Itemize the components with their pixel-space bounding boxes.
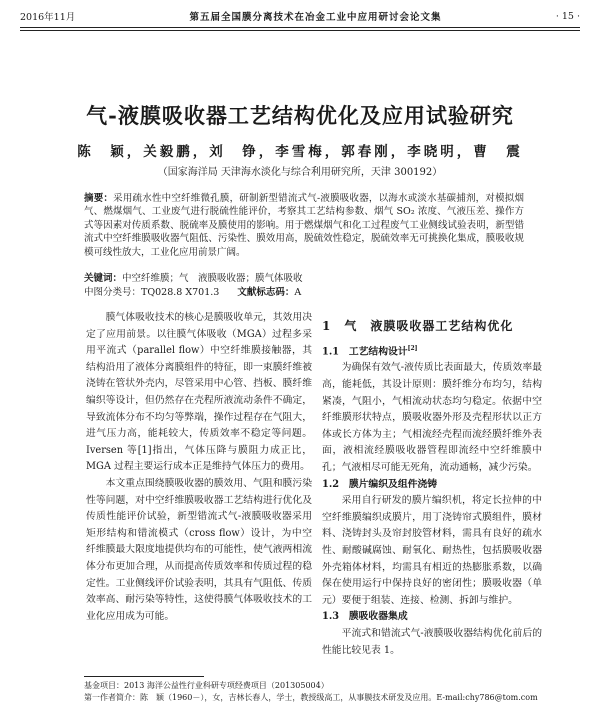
- body-paragraph: 为确保有效气-液传质比表面最大，传质效率最高，能耗低，其设计原则：膜纤维分布均匀，结构紧凑，气阻小，气相流动状态均匀稳定。依据中空纤维膜形状特点，膜吸收器外形及壳程形状以正方体或长方体为主；气相流经壳程而流经膜纤维外表面，液相流经膜吸收器管程即流经中空纤维膜中孔；气液相尽可能无死角，流动通畅，减少污染。: [322, 362, 542, 474]
- footnote-rule: [84, 676, 204, 677]
- affiliation: （国家海洋局 天津海水淡化与综合利用研究所，天津 300192）: [157, 167, 443, 178]
- clc-number: 中图分类号：TQ028.8 X701.3: [84, 287, 220, 298]
- keywords-label: 关键词：: [84, 273, 123, 284]
- left-column: [86, 310, 312, 625]
- section-heading: 1 气 液膜吸收器工艺结构优化: [322, 319, 514, 333]
- doc-code-label: 文献标志码：: [237, 287, 295, 298]
- header-rule-top: [20, 27, 580, 28]
- paper-title: 气-液膜吸收器工艺结构优化及应用试验研究: [86, 103, 514, 128]
- header-journal: 第五届全国膜分离技术在冶金工业中应用研讨会论文集: [189, 12, 442, 23]
- footnote-author: 第一作者简介：陈 颖（1960－），女，吉林长春人，学士，教授级高工，从事膜技术研发及应用。E-mail:chy786@tom.com: [84, 693, 538, 702]
- keywords-text: 中空纤维膜；气 液膜吸收器；膜气体吸收: [122, 273, 303, 284]
- citation-ref: [2]: [407, 344, 418, 352]
- body-paragraph: 平流式和错流式气-液膜吸收器结构优化前后的性能比较见表 1。: [322, 627, 542, 656]
- classification-line: [84, 284, 524, 298]
- subsection-heading: [322, 341, 542, 361]
- header-page-number: · 15 ·: [555, 10, 580, 22]
- footnote-fund: 基金项目：2013 海洋公益性行业科研专项经费项目（201305004）: [84, 681, 329, 690]
- doc-code-value: A: [294, 287, 302, 298]
- abstract-label: 摘要：: [84, 193, 114, 204]
- running-header: [20, 6, 580, 26]
- abstract-text: 采用疏水性中空纤维微孔膜，研制新型错流式气-液膜吸收器，以海水或淡水基碳捕剂，对模拟烟气、燃煤烟气、工业废气进行脱硫性能评价，考察其工艺结构参数、烟气 SO₂ 浓度、气液压差、操作方式等因素对传质系数、脱硫率及膜使用的影响。用于燃煤烟气和化工过程废气工业侧线试验表明，新型错流式中空纤维膜吸收器气阻低、污染性、膜效用高，脱硫效性稳定，脱硫效率无可挑换化集成，膜吸收规模可线性放大，工业化应用前景广阔。: [84, 193, 524, 258]
- subsection-3-title: 1.3 膜吸收器集成: [322, 611, 408, 623]
- keywords: [84, 270, 524, 284]
- body-paragraph: 本文重点围绕膜吸收器的膜效用、气阻和膜污染性等问题，对中空纤维膜吸收器工艺结构进行优化及传质性能评价试验，新型错流式气-液膜吸收器采用矩形结构和错流模式（cross flow）设计，为中空纤维膜最大限度地提供均布的可能性，使气液两相流体分布更加合理，从而提高传质效率和传质过程的稳定性。工业侧线评价试验表明，其具有气阻低、传质效率高、耐污染等特性，这使得膜气体吸收技术的工业化应用成为可能。: [86, 477, 312, 622]
- subsection-2-title: 1.2 膜片编织及组件浇铸: [322, 478, 438, 490]
- header-date: 2016年11月: [20, 12, 76, 23]
- body-paragraph: 采用自行研发的膜片编织机，将定长拉伸的中空纤维膜编织成膜片，用丁浇铸帘式膜组件，膜材料、浇铸封头及帘封胶管材料，需具有良好的疏水性、耐酸碱腐蚀、耐氧化、耐热性，包括膜吸收器外壳箱体材料，均需具有相近的热膨胀系数，以确保在使用运行中保持良好的密闭性；膜吸收器（单元）要便于组装、连接、检测、拆卸与维护。: [322, 495, 542, 606]
- header-rule-bottom: [20, 30, 580, 31]
- doc-code: [237, 284, 301, 298]
- subsection-1-title: 1.1 工艺结构设计: [322, 345, 408, 357]
- abstract: [84, 192, 524, 259]
- author-list: 陈 颖，关毅鹏，刘 铮，李雪梅，郭春刚，李晓明，曹 震: [77, 144, 523, 160]
- body-paragraph: 膜气体吸收技术的核心是膜吸收单元，其效用决定了应用前景。以往膜气体吸收（MGA）过程多采用平流式（parallel flow）中空纤维膜接触器，其结构沿用了液体分离膜组件的特征，即一束膜纤维被浇铸在管状外壳内，尽管采用中心管、挡板、膜纤维编织等设计，但仍然存在壳程所液流动条件不确定，导致流体分布不均匀等弊端，操作过程存在气阻大，进气压力高，能耗较大，传质效率不稳定等问题。Iversen 等[1]指出，气体压降与膜阻力成正比，MGA 过程主要运行成本正是维持气体压力的费用。: [86, 312, 312, 473]
- right-column: [322, 318, 542, 659]
